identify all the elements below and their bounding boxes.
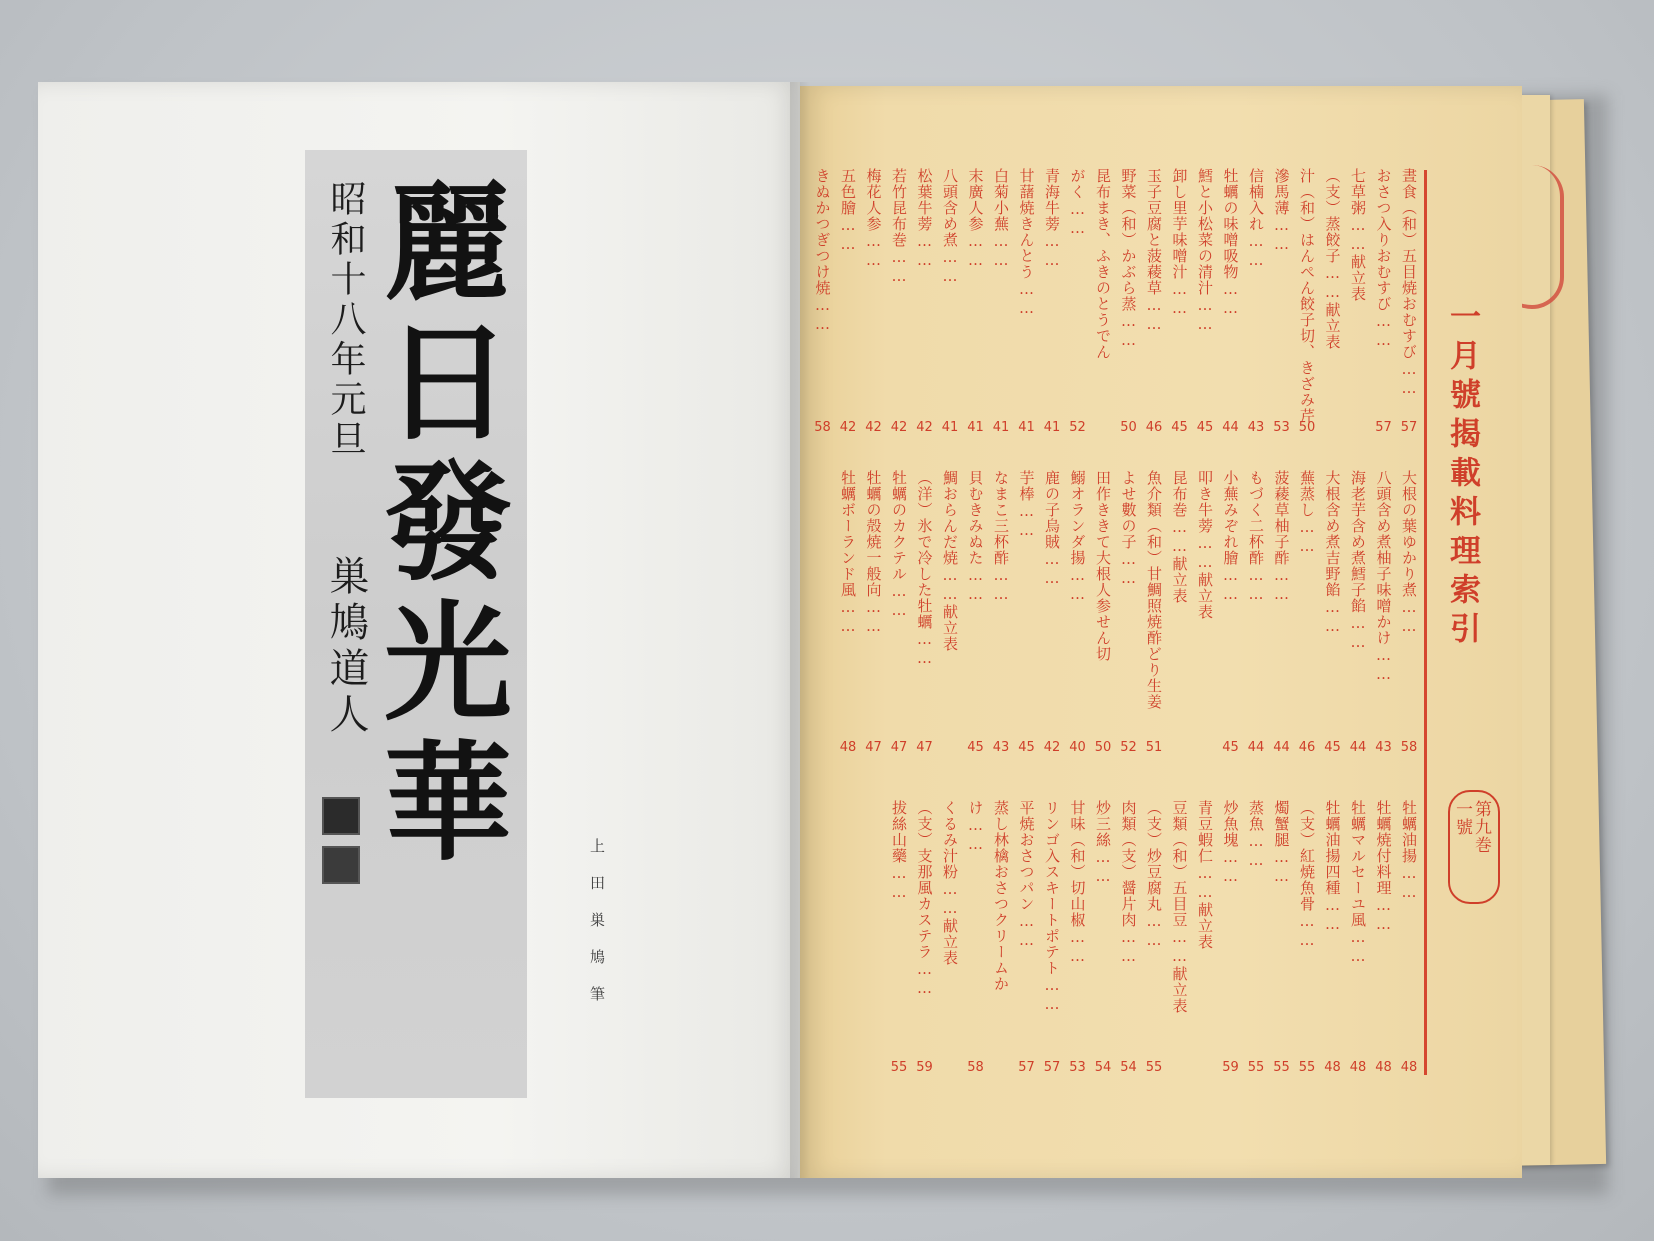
index-entry: もづく二杯酢…… [1247,470,1265,604]
index-entry: 大根の葉ゆかり煮…… [1400,470,1418,636]
page-number: 54 [1120,1060,1137,1075]
page-number: 57 [1400,420,1418,435]
index-entry: 牡蠣マルセーユ風…… [1349,800,1367,966]
seal-stamp [322,846,360,884]
index-entry: 甘藷焼きんとう…… [1017,168,1036,318]
page-number: 41 [941,420,959,435]
index-entry: 燭蟹腿…… [1272,800,1291,886]
page-number: 48 [1400,1060,1418,1075]
page-number: 42 [839,420,857,435]
index-entry: 若竹昆布巻…… [890,168,908,286]
page-number: 47 [890,740,908,755]
index-entry: （支）支那風カステラ…… [915,800,934,998]
index-entry: 鯛おらんだ焼……献立表 [941,470,959,652]
index-entry: 海老芋含め煮鱈子餡…… [1349,470,1367,652]
page-number: 51 [1145,740,1163,755]
index-entry: きぬかつぎつけ焼…… [813,168,832,334]
index-entry: 平焼おさつパン…… [1017,800,1036,950]
index-entry: 豆類（和）五目豆……献立表 [1170,800,1189,1014]
page-number: 44 [1247,740,1265,755]
page-number: 41 [992,420,1010,435]
page-number: 58 [967,1060,984,1075]
page-number: 48 [839,740,857,755]
index-entry: 芋棒…… [1017,470,1036,540]
index-entry: 蒸魚…… [1247,800,1265,870]
page-number: 47 [916,740,933,755]
page-number: 48 [1375,1060,1392,1075]
index-entry: 魚介類（和）甘鯛照焼酢どり生姜 [1145,470,1163,710]
page-number: 50 [1120,420,1137,435]
page-number: 55 [1145,1060,1163,1075]
page-number: 42 [890,420,908,435]
index-entry: 蒸し林檎おさつクリームか [992,800,1010,992]
page-number: 41 [967,420,984,435]
index-entry: 野菜（和）かぶら蒸…… [1119,168,1138,350]
page-number: 44 [1222,420,1239,435]
index-entry: 大根含め煮吉野餡…… [1323,470,1342,636]
index-entry: 青海牛蒡…… [1043,168,1061,270]
page-number: 42 [865,420,882,435]
page-number: 52 [1069,420,1086,435]
page-number: 53 [1273,420,1290,435]
page-number: 58 [814,420,831,435]
index-entry: 牡蠣のカクテル…… [890,470,908,620]
index-entry: 牡蠣ボーランド風…… [839,470,857,636]
index-entry: くるみ汁粉……献立表 [941,800,959,966]
page-number: 48 [1324,1060,1341,1075]
index-entry: 玉子豆腐と菠薐草…… [1145,168,1163,334]
page-number: 57 [1018,1060,1035,1075]
calligraphy-text: 麗日發光華 [362,175,512,875]
page-number: 43 [1247,420,1265,435]
page-number: 40 [1069,740,1086,755]
page-number: 44 [1273,740,1290,755]
page-number: 50 [1298,420,1316,435]
index-entry: 青豆蝦仁……献立表 [1196,800,1214,950]
page-number: 58 [1400,740,1418,755]
index-entry: 肉類（支）醤片肉…… [1119,800,1138,966]
page-number: 46 [1145,420,1163,435]
page-number: 47 [865,740,882,755]
page-number: 44 [1349,740,1367,755]
index-entry: 八頭含め煮柚子味噌かけ…… [1374,470,1393,684]
index-entry: 七草粥……献立表 [1349,168,1367,302]
page-number: 52 [1120,740,1137,755]
index-entry: 牡蠣油揚…… [1400,800,1418,902]
index-entry: 叩き牛蒡……献立表 [1196,470,1214,620]
page-number: 48 [1349,1060,1367,1075]
index-entry: 牡蠣油揚四種…… [1323,800,1342,934]
volume-badge [1448,790,1500,904]
page-number: 57 [1043,1060,1061,1075]
page-number: 54 [1094,1060,1112,1075]
index-entry: おさつ入りおむすび…… [1374,168,1393,350]
page-number: 50 [1094,740,1112,755]
index-entry: （支）蒸餃子……献立表 [1323,168,1342,350]
signature: 巣鳩道人 [323,555,369,739]
index-entry: 汁（和）はんぺん餃子切、きざみ芹 [1298,168,1316,424]
index-entry: 小蕪みぞれ膾…… [1221,470,1240,604]
index-entry: 田作ききて大根人参せん切 [1094,470,1112,662]
index-entry: 松葉牛蒡…… [915,168,934,270]
book-gutter [790,82,810,1178]
date-inscription: 昭和十八年元旦 [325,180,366,460]
volume-line: 一號 [1452,800,1472,836]
page-number: 43 [1375,740,1392,755]
index-entry: リンゴ入スキートポテト…… [1043,800,1061,1014]
page-number: 45 [1196,420,1214,435]
index-entry: 昆布まき、ふきのとうでん [1094,168,1112,360]
page-number: 41 [1043,420,1061,435]
page-number: 42 [1043,740,1061,755]
page-number: 45 [1171,420,1188,435]
index-entry: 信楠入れ…… [1247,168,1265,270]
page-number: 46 [1298,740,1316,755]
index-entry: （支）紅焼魚骨…… [1298,800,1316,950]
index-entry: 蕪蒸し…… [1298,470,1316,556]
page-number: 45 [1324,740,1341,755]
index-entry: 牡蠣焼付料理…… [1374,800,1393,934]
index-entry: 末廣人参…… [966,168,985,270]
index-entry: 昆布巻……献立表 [1170,470,1189,604]
index-entry: 炒三絲…… [1094,800,1112,886]
page-number: 57 [1375,420,1392,435]
index-entry: （洋）氷で冷した牡蠣…… [915,470,934,668]
index-entry: 貝むきみぬた…… [966,470,985,604]
index-entry: がく…… [1068,168,1087,238]
index-entry: 鱈と小松菜の清汁…… [1196,168,1214,334]
page-number: 45 [1018,740,1035,755]
index-entry: 五色膾…… [839,168,857,254]
page-number: 55 [1273,1060,1290,1075]
title-rule [1424,170,1427,1075]
page-number: 45 [1222,740,1239,755]
page-number: 55 [890,1060,908,1075]
index-entry: 八頭含め煮…… [941,168,959,286]
index-entry: 拔絲山藥…… [890,800,908,902]
page-number: 55 [1247,1060,1265,1075]
page-number: 42 [916,420,933,435]
index-entry: （支）炒豆腐丸…… [1145,800,1163,950]
index-entry: 甘味（和）切山椒…… [1068,800,1087,966]
index-entry: 鰯オランダ揚…… [1068,470,1087,604]
index-entry: 梅花人参…… [864,168,883,270]
index-entry: 炒魚塊…… [1221,800,1240,886]
volume-line: 第九巻 [1471,800,1491,854]
page-number: 59 [1222,1060,1239,1075]
index-title: 一月號揭載料理索引 [1444,300,1480,651]
page-number: 43 [992,740,1010,755]
index-entry: 菠薐草柚子酢…… [1272,470,1291,604]
index-entry: 滲馬薄…… [1272,168,1291,254]
index-entry: なまこ三杯酢…… [992,470,1010,604]
page-number: 53 [1069,1060,1086,1075]
index-entry: 卸し里芋味噌汁…… [1170,168,1189,318]
index-entry: 牡蠣の殻焼一般向…… [864,470,883,636]
index-entry: け…… [966,800,985,854]
seal-stamp [322,797,360,835]
index-entry: 白菊小蕪…… [992,168,1010,270]
index-entry: 晝食（和）五目焼おむすび…… [1400,168,1418,398]
page-number: 45 [967,740,984,755]
page-number: 59 [916,1060,933,1075]
page-number: 55 [1298,1060,1316,1075]
index-entry: よせ數の子…… [1119,470,1138,588]
index-entry: 鹿の子烏賊…… [1043,470,1061,588]
caption: 上田巣鳩筆 [588,838,606,1023]
page-number: 41 [1018,420,1035,435]
index-entry: 牡蠣の味噌吸物…… [1221,168,1240,318]
